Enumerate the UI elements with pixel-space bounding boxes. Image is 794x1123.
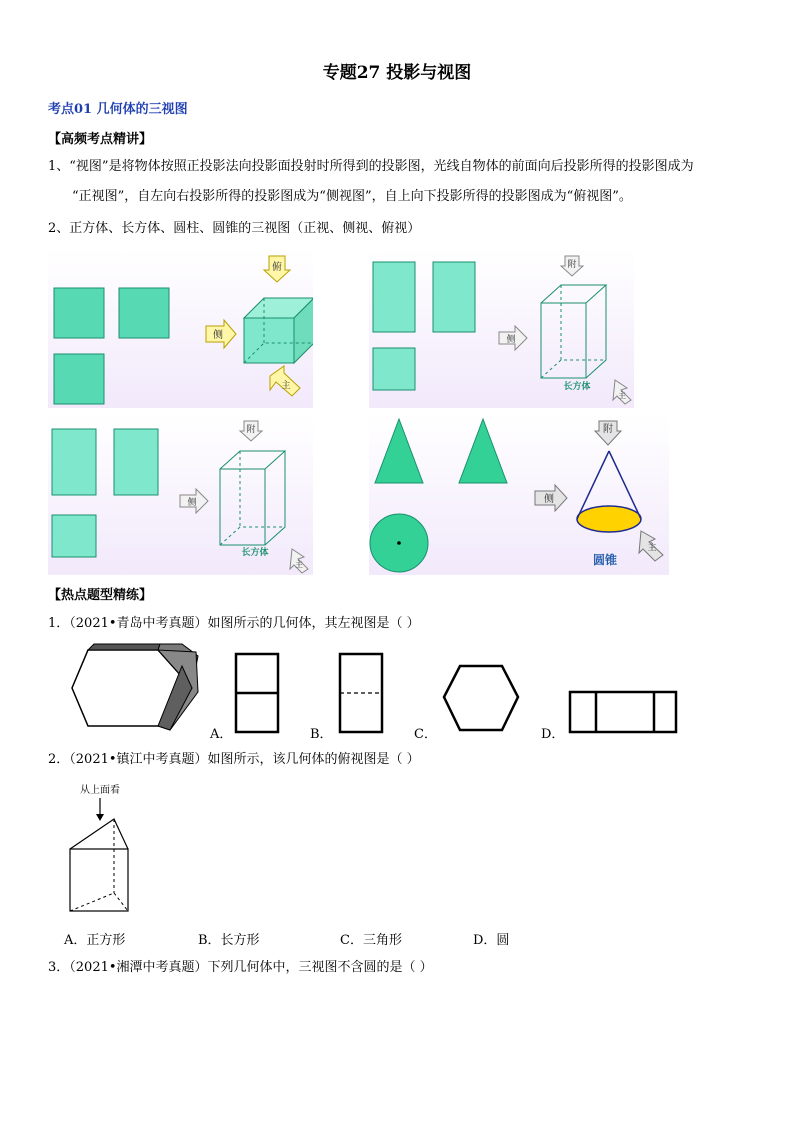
q1-option-c[interactable]: C． [414, 727, 437, 742]
cuboid-caption: 长方体 [563, 382, 591, 392]
cuboid-figure-1 [369, 248, 634, 408]
front-arrow-icon [290, 549, 308, 573]
header-practice: 【热点题型精练】 [48, 588, 153, 603]
q1-option-a[interactable]: A． [210, 727, 233, 742]
q2-option-d[interactable]: D．圆 [473, 933, 510, 948]
cube-figure [48, 248, 313, 408]
section-heading: 考点01 几何体的三视图 [48, 102, 188, 117]
option-b-figure [340, 654, 382, 732]
side-view-rect [114, 429, 158, 495]
svg-text:主: 主 [618, 391, 626, 400]
front-view-triangle [375, 419, 423, 483]
q2-option-b[interactable]: B．长方形 [198, 933, 260, 948]
front-arrow-icon [270, 366, 300, 396]
cuboid-3d [220, 451, 285, 545]
svg-text:主: 主 [295, 560, 303, 569]
front-label: 主 [281, 381, 291, 391]
cuboid-three-views-panel [369, 248, 634, 408]
option-a-figure [236, 654, 278, 732]
question-3: 3．（2021•湘潭中考真题）下列几何体中，三视图不含圆的是（ ） [48, 960, 433, 975]
top-view-square [54, 354, 104, 404]
cone-three-views-panel [369, 415, 669, 575]
top-arrow-icon [595, 421, 621, 445]
cube-three-views-panel [48, 248, 313, 408]
side-view-rect [433, 262, 475, 332]
view-from-top-label: 从上面看 [80, 785, 120, 796]
side-view-square [119, 288, 169, 338]
side-arrow-icon [206, 320, 236, 348]
svg-text:附: 附 [603, 424, 613, 435]
question-1: 1．（2021•青岛中考真题）如图所示的几何体，其左视图是（ ） [48, 616, 420, 631]
cone-figure [369, 415, 669, 575]
svg-text:附: 附 [246, 425, 256, 435]
front-view-square [54, 288, 104, 338]
top-view-rect [52, 515, 96, 557]
question-2: 2．（2021•镇江中考真题）如图所示，该几何体的俯视图是（ ） [48, 752, 420, 767]
cuboid-3d [541, 285, 606, 378]
question-1-figures [60, 642, 700, 742]
q1-option-b[interactable]: B． [310, 727, 333, 742]
paragraph-1-line-1: 1、“视图”是将物体按照正投影法向投影面投射时所得到的投影图，光线自物体的前面向后投影所得的投影图成为 [48, 159, 694, 174]
option-d-figure [570, 692, 676, 732]
q2-option-a[interactable]: A．正方形 [64, 933, 126, 948]
side-arrow-icon [499, 326, 527, 350]
top-label: 俯 [272, 262, 282, 273]
paragraph-2: 2、正方体、长方体、圆柱、圆锥的三视图（正视、侧视、俯视） [48, 221, 421, 236]
triangular-prism [70, 819, 128, 911]
cone-caption: 圆锥 [592, 553, 618, 567]
top-arrow-icon [561, 256, 583, 276]
svg-text:侧: 侧 [506, 335, 516, 345]
page-title: 专题27 投影与视图 [322, 63, 472, 83]
header-key-points: 【高频考点精讲】 [48, 132, 153, 147]
front-arrow-icon [639, 531, 663, 561]
top-view-rect [373, 348, 415, 390]
front-arrow-icon [613, 380, 631, 404]
cone-3d [577, 451, 641, 532]
cube-3d [244, 318, 294, 363]
cuboid-caption: 长方体 [241, 548, 269, 558]
svg-text:主: 主 [647, 543, 657, 553]
svg-text:侧: 侧 [544, 494, 554, 505]
hexagonal-prism [72, 644, 198, 730]
q2-option-c[interactable]: C．三角形 [340, 933, 402, 948]
option-c-figure [444, 666, 518, 730]
q1-option-d[interactable]: D． [541, 727, 565, 742]
side-arrow-icon [535, 485, 567, 511]
side-arrow-icon [180, 489, 208, 513]
side-label: 侧 [213, 330, 223, 341]
cuboid-three-views-panel-2 [48, 415, 313, 575]
svg-text:附: 附 [567, 260, 577, 270]
front-view-rect [373, 262, 415, 332]
cuboid-figure-2 [48, 415, 313, 575]
top-arrow-icon [264, 256, 290, 282]
front-view-rect [52, 429, 96, 495]
question-2-figure [60, 780, 160, 915]
down-arrow-icon [96, 814, 104, 821]
paragraph-1-line-2: “正视图”，自左向右投影所得的投影图成为“侧视图”，自上向下投影所得的投影图成为“俯视图”。 [72, 189, 632, 204]
top-arrow-icon [240, 421, 262, 441]
svg-text:侧: 侧 [187, 498, 197, 508]
side-view-triangle [459, 419, 507, 483]
